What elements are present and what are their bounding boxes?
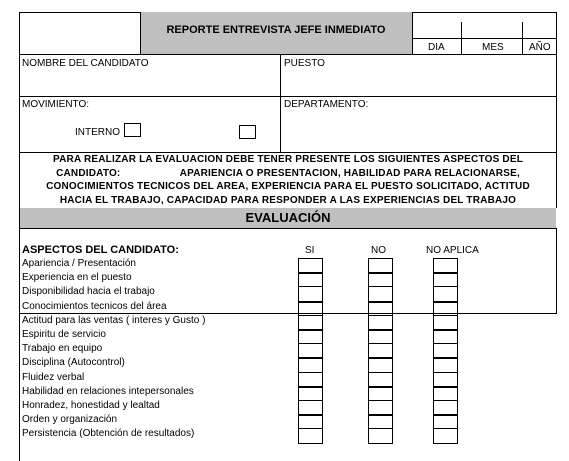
answer-box-separator: [433, 315, 458, 316]
year-label: AÑO: [529, 42, 551, 53]
evaluation-row-label: Disponibilidad hacia el trabajo: [22, 286, 155, 298]
answer-box-separator: [298, 329, 323, 331]
evaluation-row-label: Orden y organización: [22, 414, 118, 426]
answer-box-separator: [368, 329, 393, 331]
answer-box-separator: [368, 272, 393, 274]
eval-bottom: [20, 228, 556, 229]
answer-box-separator: [298, 286, 323, 287]
day-label: DIA: [428, 42, 445, 53]
answer-box-separator: [298, 386, 323, 388]
column-no: NO: [371, 245, 386, 256]
internal-checkbox[interactable]: [124, 123, 141, 137]
answer-box-separator: [368, 400, 393, 401]
department-label: DEPARTAMENTO:: [284, 99, 369, 110]
answer-box-separator: [433, 372, 458, 373]
answer-box-separator: [298, 272, 323, 274]
column-not-applicable: NO APLICA: [426, 245, 479, 256]
answer-box-separator: [433, 329, 458, 331]
evaluation-row-label: Actitud para las ventas ( interes y Gusto ): [22, 314, 206, 326]
answer-box-separator: [298, 414, 323, 416]
evaluation-row-label: Disciplina (Autocontrol): [22, 357, 125, 369]
row1-divider: [280, 54, 281, 152]
instruction-line: CANDIDATO: APARIENCIA O PRESENTACION, HABILIDAD PARA RELACIONARSE,: [56, 167, 520, 179]
internal-label: INTERNO: [75, 127, 120, 138]
evaluation-row-label: Apariencia / Presentación: [22, 258, 136, 269]
answer-box-separator: [298, 357, 323, 359]
answer-box-separator: [433, 286, 458, 287]
evaluation-title: EVALUACIÓN: [245, 210, 331, 225]
answer-box-separator: [368, 301, 393, 303]
instructions: [20, 153, 556, 207]
evaluation-row-label: Persistencia (Obtención de resultados): [22, 428, 195, 440]
answer-box-separator: [433, 400, 458, 401]
answer-box-separator: [298, 372, 323, 373]
answer-box-separator: [298, 301, 323, 303]
answer-box-separator: [298, 428, 323, 429]
form-title: REPORTE ENTREVISTA JEFE INMEDIATO: [166, 24, 386, 36]
evaluation-row-label: Honradez, honestidad y lealtad: [22, 400, 160, 411]
instruction-line: CONOCIMIENTOS TECNICOS DEL AREA, EXPERIENCIA PARA EL PUESTO SOLICITADO, ACTITUD: [46, 181, 530, 192]
evaluation-row-label: Trabajo en equipo: [22, 343, 103, 355]
header-bottom: [20, 54, 556, 55]
answer-box-separator: [368, 372, 393, 373]
frame-left: [19, 12, 20, 461]
instruction-line: PARA REALIZAR LA EVALUACION DEBE TENER PRESENTE LOS SIGUIENTES ASPECTOS DEL: [52, 154, 524, 165]
title-band-right: [412, 12, 413, 54]
aspects-heading: ASPECTOS DEL CANDIDATO:: [22, 244, 179, 256]
month-label: MES: [482, 42, 504, 53]
external-checkbox[interactable]: [239, 125, 256, 139]
answer-box-separator: [433, 301, 458, 303]
candidate-name-label: NOMBRE DEL CANDIDATO: [22, 58, 149, 69]
section-divider: [20, 313, 556, 314]
answer-box-separator: [298, 343, 323, 344]
row1-bottom: [20, 96, 556, 97]
answer-box-separator: [368, 428, 393, 429]
frame-right-lower: [556, 228, 557, 314]
answer-box-separator: [433, 386, 458, 388]
answer-box-separator: [368, 414, 393, 416]
answer-box-separator: [433, 272, 458, 274]
frame-right: [556, 12, 557, 208]
date-line: [412, 38, 556, 39]
answer-box-separator: [368, 315, 393, 316]
answer-box-separator: [368, 343, 393, 344]
answer-box-separator: [298, 400, 323, 401]
evaluation-row-label: Habilidad en relaciones intepersonales: [22, 385, 194, 397]
evaluation-row-label: Conocimientos tecnicos del área: [22, 300, 167, 312]
movement-label: MOVIMIENTO:: [22, 99, 90, 110]
answer-box-separator: [368, 357, 393, 359]
evaluation-row-label: Espiritu de servicio: [22, 329, 106, 340]
answer-box-separator: [368, 286, 393, 287]
answer-box-separator: [433, 343, 458, 344]
answer-box-separator: [433, 428, 458, 429]
answer-box-separator: [433, 414, 458, 416]
answer-box-separator: [433, 357, 458, 359]
position-label: PUESTO: [284, 58, 325, 69]
instruction-line: HACIA EL TRABAJO, CAPACIDAD PARA RESPONDER A LAS EXPERIENCIAS DEL TRABAJO: [59, 194, 517, 206]
answer-box-separator: [298, 315, 323, 316]
answer-box-separator: [368, 386, 393, 388]
column-yes: SI: [305, 245, 315, 256]
evaluation-row-label: Experiencia en el puesto: [22, 272, 132, 284]
evaluation-row-label: Fluidez verbal: [22, 371, 85, 383]
